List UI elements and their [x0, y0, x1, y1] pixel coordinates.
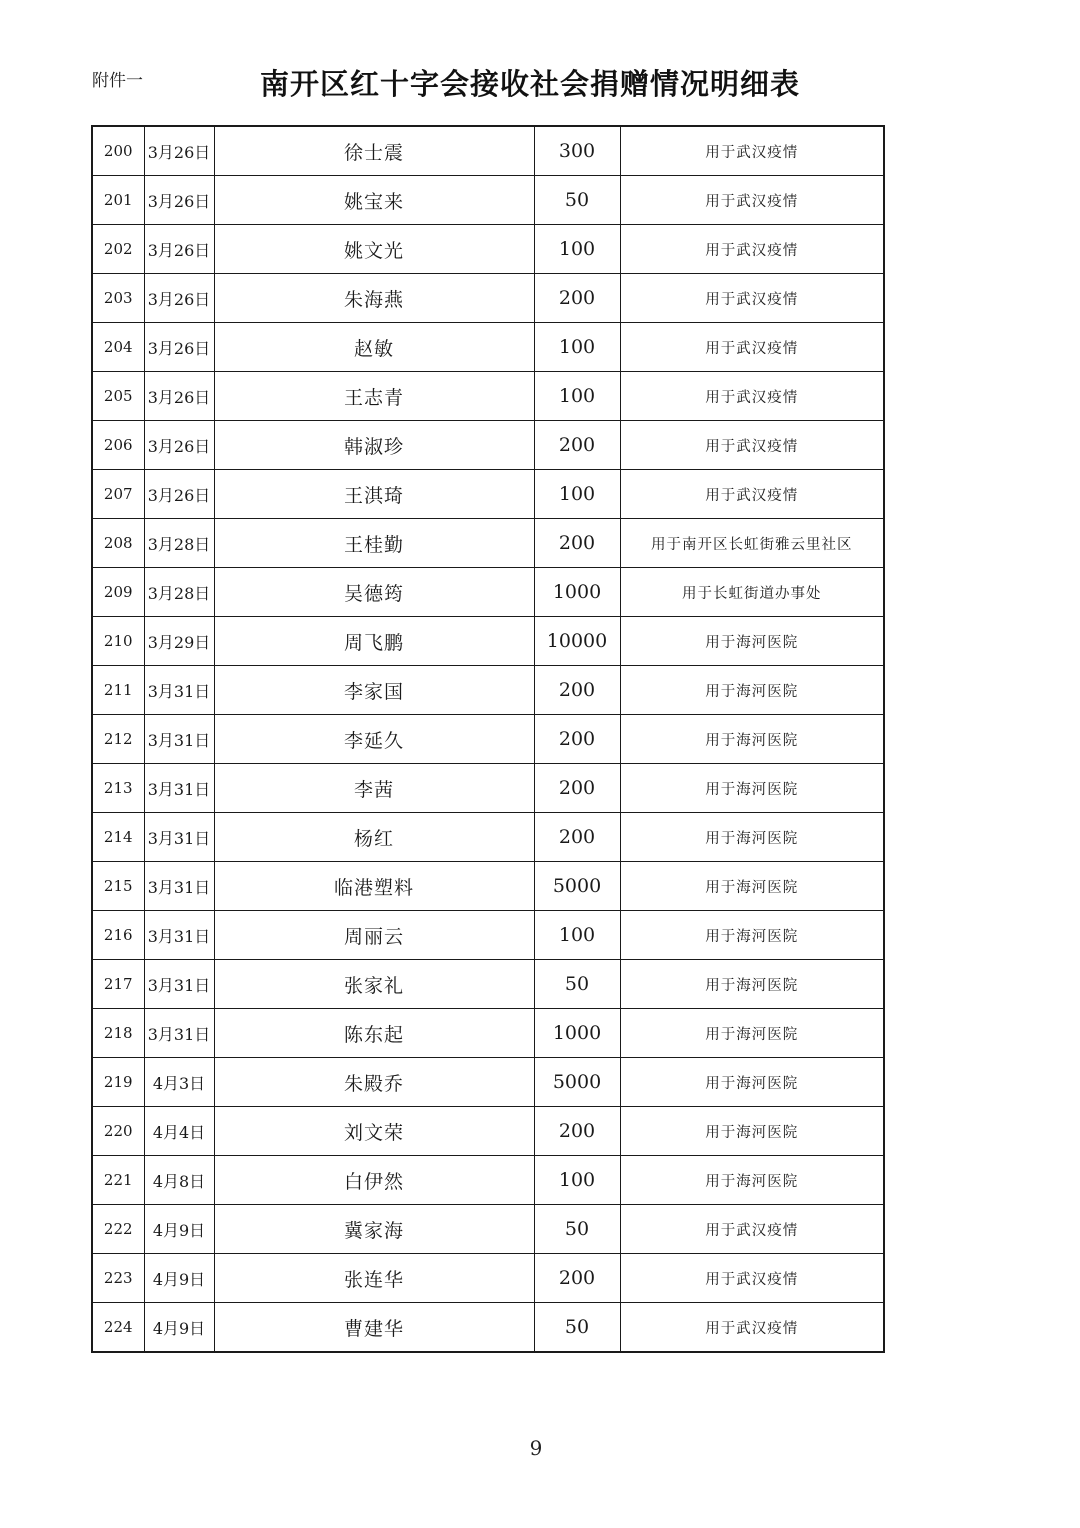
cell-donor-name: 王志青 [214, 372, 534, 421]
cell-amount: 100 [534, 1156, 620, 1205]
cell-amount: 50 [534, 1205, 620, 1254]
cell-amount: 100 [534, 470, 620, 519]
table-row [92, 274, 884, 323]
cell-amount: 200 [534, 813, 620, 862]
cell-purpose: 用于武汉疫情 [620, 274, 884, 323]
cell-amount: 100 [534, 372, 620, 421]
cell-purpose: 用于武汉疫情 [620, 225, 884, 274]
cell-purpose: 用于海河医院 [620, 1009, 884, 1058]
cell-donor-name: 周飞鹏 [214, 617, 534, 666]
cell-purpose: 用于海河医院 [620, 666, 884, 715]
cell-number: 216 [92, 911, 144, 960]
cell-purpose: 用于武汉疫情 [620, 1254, 884, 1303]
cell-amount: 200 [534, 519, 620, 568]
cell-donor-name: 赵敏 [214, 323, 534, 372]
cell-amount: 100 [534, 323, 620, 372]
cell-amount: 1000 [534, 568, 620, 617]
cell-number: 210 [92, 617, 144, 666]
table-row [92, 323, 884, 372]
cell-purpose: 用于海河医院 [620, 911, 884, 960]
table-row [92, 1254, 884, 1303]
cell-number: 219 [92, 1058, 144, 1107]
cell-date: 3月31日 [144, 715, 214, 764]
cell-donor-name: 周丽云 [214, 911, 534, 960]
cell-amount: 10000 [534, 617, 620, 666]
attachment-label: 附件一 [92, 71, 143, 91]
cell-donor-name: 李茜 [214, 764, 534, 813]
page-title-text: 南开区红十字会接收社会捐赠情况明细表 [259, 67, 800, 101]
table-row [92, 519, 884, 568]
table-row [92, 1156, 884, 1205]
cell-date: 3月26日 [144, 372, 214, 421]
cell-donor-name: 临港塑料 [214, 862, 534, 911]
cell-date: 3月26日 [144, 421, 214, 470]
cell-purpose: 用于南开区长虹街雅云里社区 [620, 519, 884, 568]
cell-amount: 200 [534, 764, 620, 813]
cell-donor-name: 朱殿乔 [214, 1058, 534, 1107]
cell-purpose: 用于武汉疫情 [620, 470, 884, 519]
cell-amount: 50 [534, 960, 620, 1009]
table-row [92, 225, 884, 274]
cell-purpose: 用于海河医院 [620, 813, 884, 862]
cell-number: 204 [92, 323, 144, 372]
cell-amount: 200 [534, 715, 620, 764]
cell-date: 4月8日 [144, 1156, 214, 1205]
cell-date: 3月29日 [144, 617, 214, 666]
cell-date: 4月9日 [144, 1254, 214, 1303]
cell-donor-name: 王桂勤 [214, 519, 534, 568]
cell-number: 212 [92, 715, 144, 764]
cell-date: 3月26日 [144, 225, 214, 274]
cell-number: 200 [92, 126, 144, 176]
table-row [92, 617, 884, 666]
table-row [92, 568, 884, 617]
cell-number: 201 [92, 176, 144, 225]
cell-purpose: 用于长虹街道办事处 [620, 568, 884, 617]
cell-purpose: 用于武汉疫情 [620, 126, 884, 176]
cell-number: 221 [92, 1156, 144, 1205]
cell-purpose: 用于海河医院 [620, 960, 884, 1009]
table-row [92, 1058, 884, 1107]
table-row [92, 1303, 884, 1353]
table-row [92, 470, 884, 519]
cell-number: 214 [92, 813, 144, 862]
cell-date: 3月26日 [144, 274, 214, 323]
cell-amount: 5000 [534, 862, 620, 911]
cell-donor-name: 姚文光 [214, 225, 534, 274]
cell-purpose: 用于海河医院 [620, 1058, 884, 1107]
cell-purpose: 用于海河医院 [620, 617, 884, 666]
cell-date: 3月31日 [144, 666, 214, 715]
cell-date: 3月26日 [144, 323, 214, 372]
cell-donor-name: 韩淑珍 [214, 421, 534, 470]
cell-amount: 1000 [534, 1009, 620, 1058]
table-row [92, 372, 884, 421]
cell-date: 3月31日 [144, 764, 214, 813]
cell-purpose: 用于武汉疫情 [620, 323, 884, 372]
cell-date: 4月4日 [144, 1107, 214, 1156]
cell-date: 3月26日 [144, 176, 214, 225]
cell-donor-name: 曹建华 [214, 1303, 534, 1353]
cell-donor-name: 姚宝来 [214, 176, 534, 225]
cell-number: 211 [92, 666, 144, 715]
cell-amount: 200 [534, 421, 620, 470]
cell-date: 3月28日 [144, 519, 214, 568]
table-row [92, 1205, 884, 1254]
cell-donor-name: 张家礼 [214, 960, 534, 1009]
cell-number: 218 [92, 1009, 144, 1058]
page-number [0, 1436, 1080, 1460]
cell-number: 215 [92, 862, 144, 911]
table-row [92, 960, 884, 1009]
table-row [92, 1107, 884, 1156]
table-row [92, 764, 884, 813]
cell-date: 4月3日 [144, 1058, 214, 1107]
cell-purpose: 用于海河医院 [620, 1156, 884, 1205]
cell-date: 3月28日 [144, 568, 214, 617]
cell-donor-name: 冀家海 [214, 1205, 534, 1254]
cell-donor-name: 李延久 [214, 715, 534, 764]
table-row [92, 1009, 884, 1058]
cell-purpose: 用于武汉疫情 [620, 176, 884, 225]
cell-number: 203 [92, 274, 144, 323]
cell-number: 222 [92, 1205, 144, 1254]
table-row [92, 126, 884, 176]
cell-date: 3月31日 [144, 862, 214, 911]
cell-purpose: 用于海河医院 [620, 862, 884, 911]
table-row [92, 176, 884, 225]
cell-purpose: 用于海河医院 [620, 1107, 884, 1156]
page-number-text: 9 [529, 1436, 543, 1460]
cell-donor-name: 陈东起 [214, 1009, 534, 1058]
cell-date: 3月31日 [144, 1009, 214, 1058]
cell-date: 4月9日 [144, 1205, 214, 1254]
cell-amount: 100 [534, 911, 620, 960]
table-row [92, 666, 884, 715]
cell-number: 205 [92, 372, 144, 421]
cell-purpose: 用于海河医院 [620, 715, 884, 764]
cell-amount: 300 [534, 126, 620, 176]
cell-amount: 5000 [534, 1058, 620, 1107]
cell-number: 220 [92, 1107, 144, 1156]
page-title [0, 62, 1080, 103]
cell-date: 3月31日 [144, 813, 214, 862]
cell-number: 207 [92, 470, 144, 519]
cell-amount: 200 [534, 274, 620, 323]
donation-table-body [92, 126, 884, 1352]
table-row [92, 911, 884, 960]
cell-donor-name: 徐士震 [214, 126, 534, 176]
cell-donor-name: 朱海燕 [214, 274, 534, 323]
cell-donor-name: 杨红 [214, 813, 534, 862]
cell-purpose: 用于武汉疫情 [620, 1303, 884, 1353]
table-row [92, 421, 884, 470]
cell-date: 4月9日 [144, 1303, 214, 1353]
table-row [92, 862, 884, 911]
cell-donor-name: 白伊然 [214, 1156, 534, 1205]
cell-number: 213 [92, 764, 144, 813]
cell-amount: 200 [534, 1254, 620, 1303]
cell-date: 3月26日 [144, 470, 214, 519]
cell-purpose: 用于武汉疫情 [620, 421, 884, 470]
table-row [92, 715, 884, 764]
cell-amount: 200 [534, 1107, 620, 1156]
cell-donor-name: 刘文荣 [214, 1107, 534, 1156]
cell-date: 3月31日 [144, 960, 214, 1009]
cell-purpose: 用于海河医院 [620, 764, 884, 813]
cell-number: 217 [92, 960, 144, 1009]
cell-amount: 100 [534, 225, 620, 274]
cell-number: 223 [92, 1254, 144, 1303]
cell-purpose: 用于武汉疫情 [620, 1205, 884, 1254]
cell-number: 202 [92, 225, 144, 274]
table-row [92, 813, 884, 862]
cell-number: 206 [92, 421, 144, 470]
donation-table [91, 125, 885, 1353]
cell-amount: 50 [534, 1303, 620, 1353]
cell-number: 224 [92, 1303, 144, 1353]
cell-donor-name: 张连华 [214, 1254, 534, 1303]
cell-purpose: 用于武汉疫情 [620, 372, 884, 421]
cell-date: 3月26日 [144, 126, 214, 176]
cell-number: 208 [92, 519, 144, 568]
cell-number: 209 [92, 568, 144, 617]
cell-amount: 200 [534, 666, 620, 715]
cell-donor-name: 吴德筠 [214, 568, 534, 617]
cell-donor-name: 王淇琦 [214, 470, 534, 519]
cell-amount: 50 [534, 176, 620, 225]
cell-date: 3月31日 [144, 911, 214, 960]
cell-donor-name: 李家国 [214, 666, 534, 715]
